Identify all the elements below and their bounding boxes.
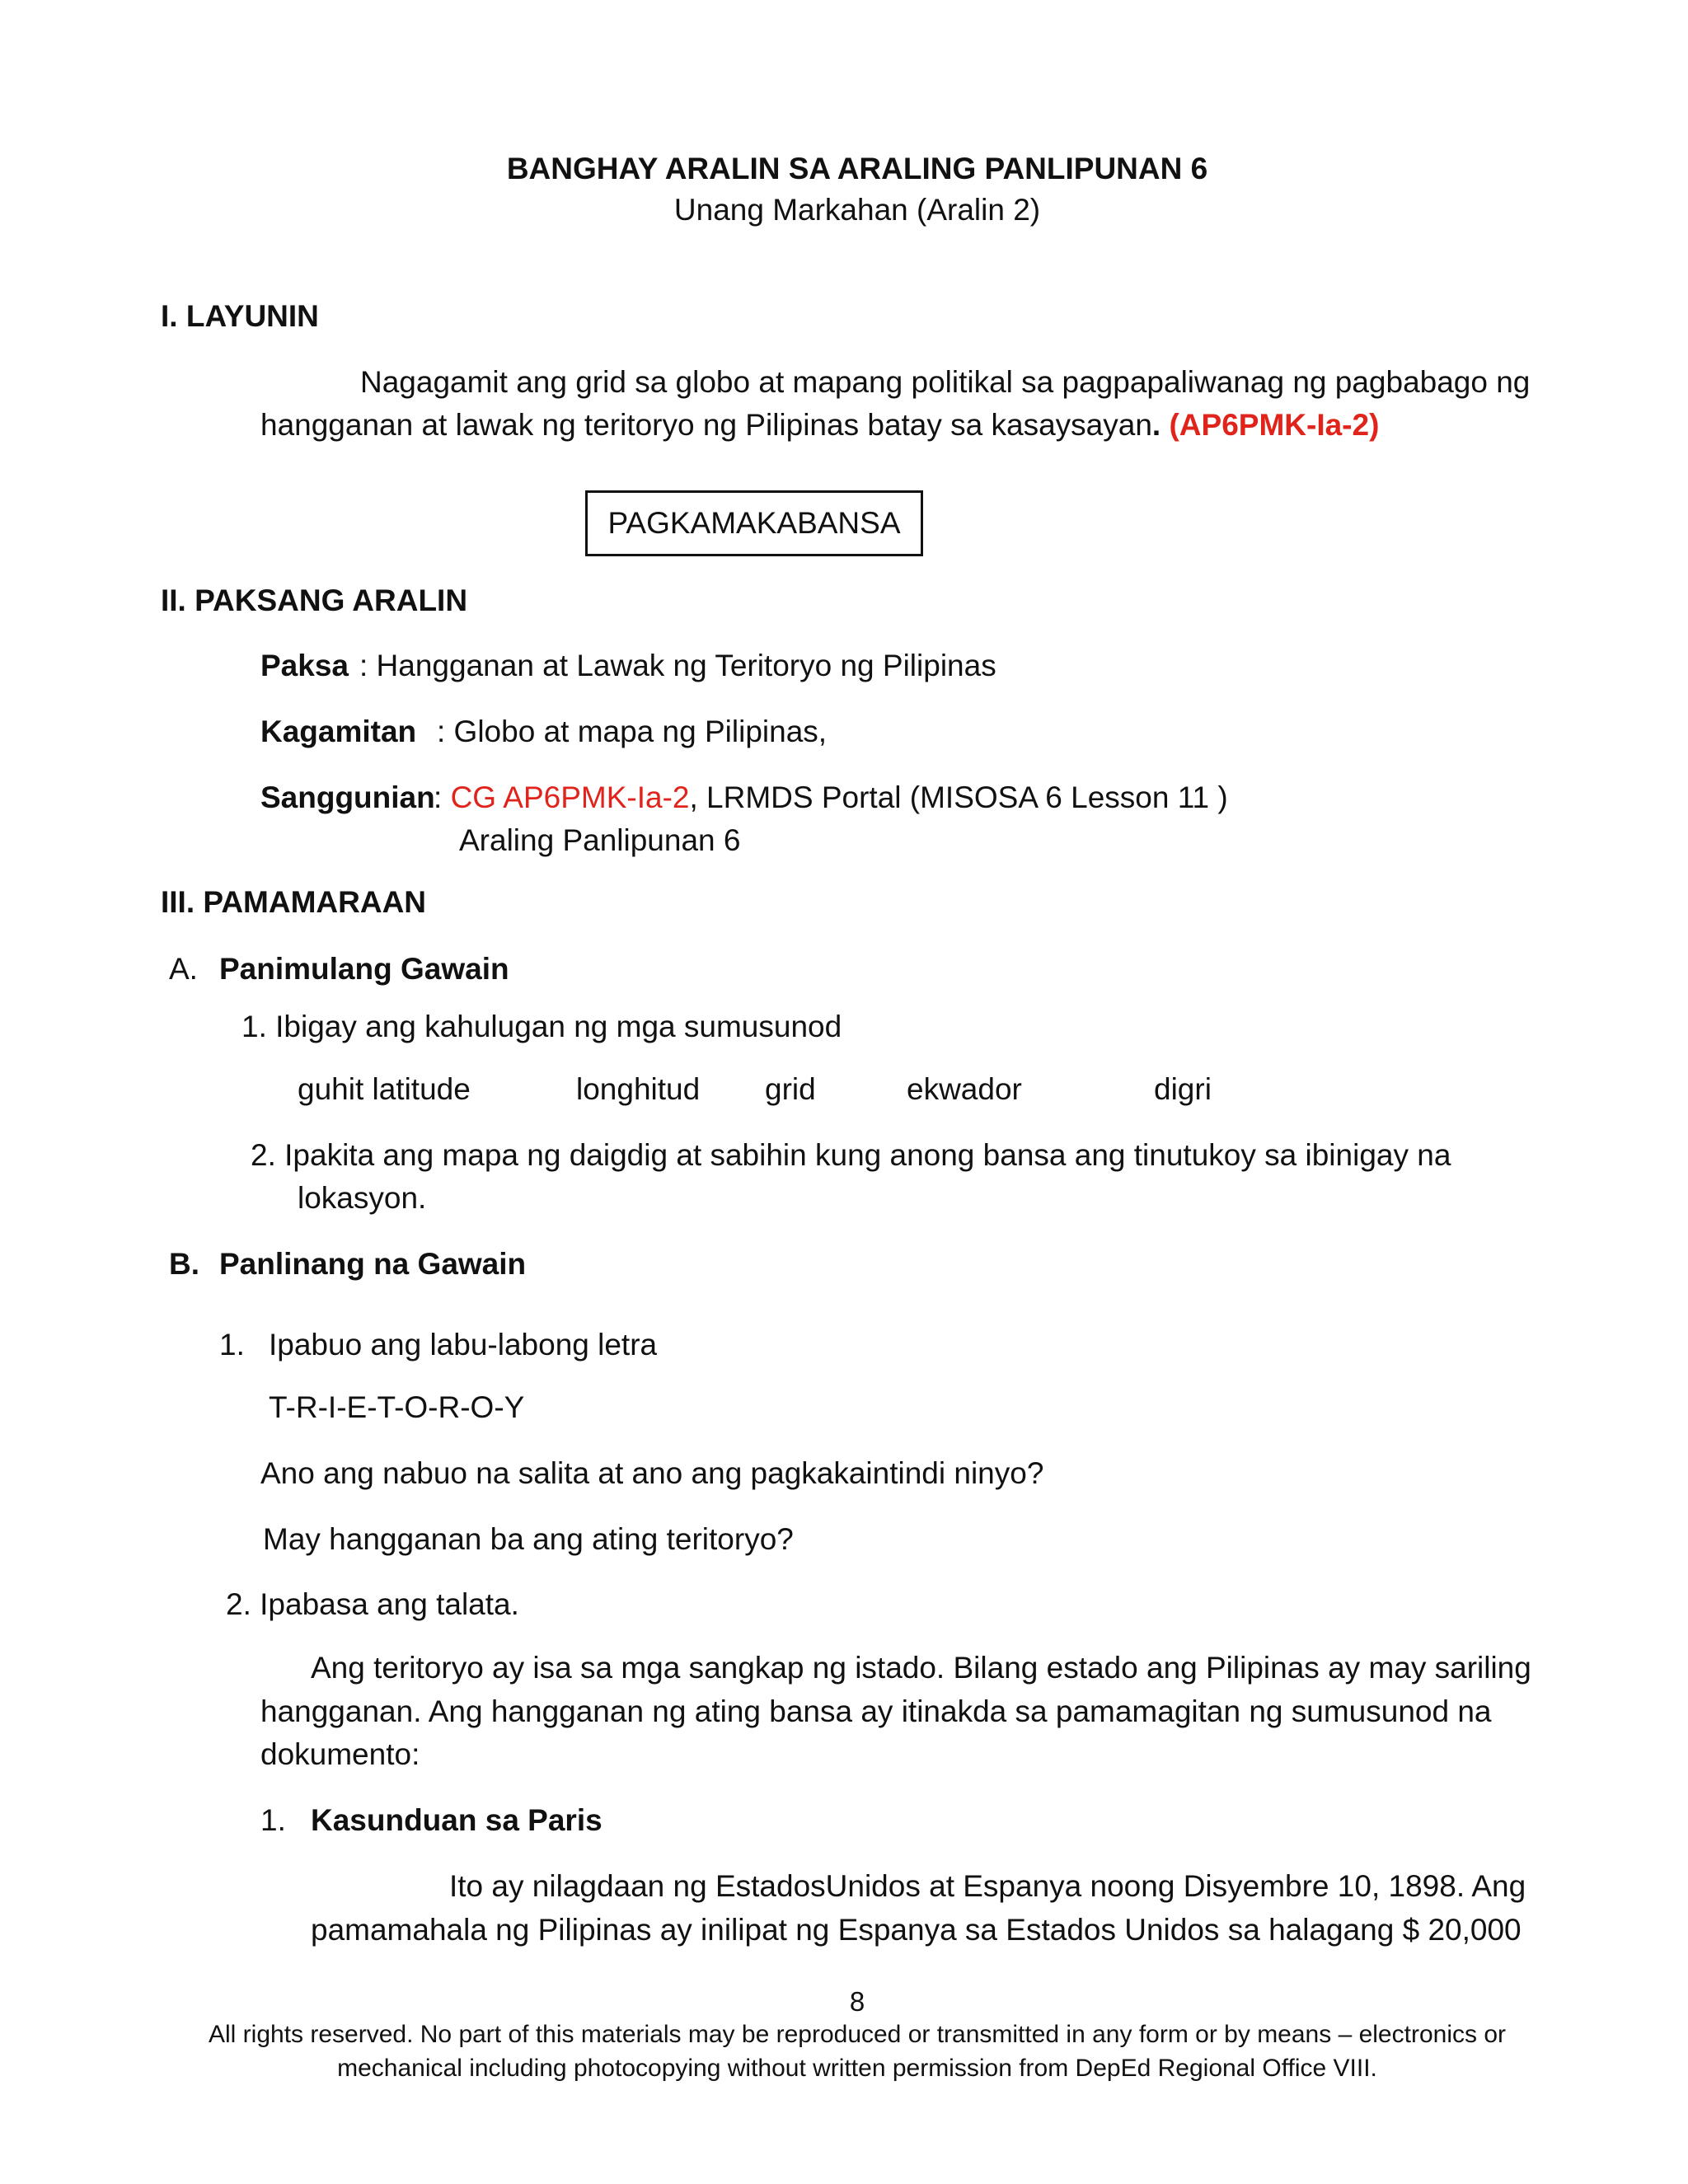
layunin-line-2-text: hangganan at lawak ng teritoryo ng Pilipinas batay sa kasaysayan — [260, 408, 1152, 442]
term-item: ekwador — [907, 1072, 1022, 1106]
term-item: longhitud — [576, 1072, 701, 1106]
competency-code: (AP6PMK-Ia-2) — [1169, 408, 1380, 442]
part-b-item-1-number: 1. — [219, 1328, 245, 1361]
sanggunian-code: CG AP6PMK-Ia-2 — [450, 780, 690, 814]
part-a-item-2-line-2: lokasyon. — [298, 1181, 427, 1215]
paksa-value: : Hangganan at Lawak ng Teritoryo ng Pilipinas — [359, 649, 996, 682]
term-item: grid — [765, 1072, 816, 1106]
sanggunian-label: Sanggunian — [260, 780, 435, 814]
copyright-line-1: All rights reserved. No part of this materials may be reproduced or transmitted in any form or by means – electronics or — [209, 2021, 1506, 2048]
section-heading-paksang-aralin: II. PAKSANG ARALIN — [161, 583, 468, 617]
copyright-line-2: mechanical including photocopying without written permission from DepEd Regional Office VIII. — [337, 2055, 1377, 2082]
question-2: May hangganan ba ang ating teritoryo? — [263, 1522, 794, 1556]
section-heading-pamamaraan: III. PAMAMARAAN — [161, 885, 427, 919]
term-item: digri — [1154, 1072, 1212, 1106]
sanggunian-value — [434, 780, 1228, 816]
value-box — [585, 490, 923, 556]
part-b-item-2: 2. Ipabasa ang talata. — [226, 1587, 519, 1621]
paragraph-line-3: dokumento: — [260, 1737, 420, 1771]
part-a-letter: A. — [169, 952, 198, 986]
section-heading-layunin: I. LAYUNIN — [161, 299, 319, 333]
kagamitan-label: Kagamitan — [260, 715, 417, 748]
layunin-line-2 — [260, 407, 1379, 443]
layunin-line-1: Nagagamit ang grid sa globo at mapang politikal sa pagpapaliwanag ng pagbabago ng — [360, 365, 1531, 399]
part-b-letter: B. — [169, 1247, 199, 1281]
term-item: guhit latitude — [298, 1072, 471, 1106]
layunin-period: . — [1151, 408, 1161, 442]
document-title: BANGHAY ARALIN SA ARALING PANLIPUNAN 6 — [506, 152, 1208, 185]
part-a-title: Panimulang Gawain — [219, 952, 509, 986]
document-1-line-2: pamamahala ng Pilipinas ay inilipat ng Espanya sa Estados Unidos sa halagang $ 20,000 — [311, 1913, 1522, 1947]
paragraph-line-2: hangganan. Ang hangganan ng ating bansa ay itinakda sa pamamagitan ng sumusunod na — [260, 1694, 1492, 1728]
part-b-title: Panlinang na Gawain — [219, 1247, 527, 1281]
document-1-number: 1. — [260, 1803, 286, 1837]
page-number: 8 — [849, 1986, 865, 2017]
part-b-item-1-text: Ipabuo ang labu-labong letra — [269, 1328, 658, 1361]
part-a-item-2-line-1: 2. Ipakita ang mapa ng daigdig at sabihin kung anong bansa ang tinutukoy sa ibinigay na — [251, 1138, 1451, 1172]
part-a-item-1: 1. Ibigay ang kahulugan ng mga sumusunod — [241, 1010, 842, 1043]
scrambled-letters: T-R-I-E-T-O-R-O-Y — [269, 1390, 525, 1424]
question-1: Ano ang nabuo na salita at ano ang pagkakaintindi ninyo? — [260, 1456, 1044, 1490]
paksa-label: Paksa — [260, 649, 349, 682]
paragraph-line-1: Ang teritoryo ay isa sa mga sangkap ng istado. Bilang estado ang Pilipinas ay may sariling — [311, 1651, 1531, 1685]
sanggunian-rest: , LRMDS Portal (MISOSA 6 Lesson 11 ) — [689, 780, 1228, 814]
document-1-title: Kasunduan sa Paris — [311, 1803, 603, 1837]
value-box-label: PAGKAMAKABANSA — [607, 505, 901, 540]
sanggunian-colon: : — [434, 780, 443, 814]
document-1-line-1: Ito ay nilagdaan ng EstadosUnidos at Espanya noong Disyembre 10, 1898. Ang — [449, 1869, 1526, 1903]
kagamitan-value: : Globo at mapa ng Pilipinas, — [437, 715, 828, 748]
sanggunian-line-2: Araling Panlipunan 6 — [459, 823, 741, 857]
document-subtitle: Unang Markahan (Aralin 2) — [673, 193, 1041, 227]
